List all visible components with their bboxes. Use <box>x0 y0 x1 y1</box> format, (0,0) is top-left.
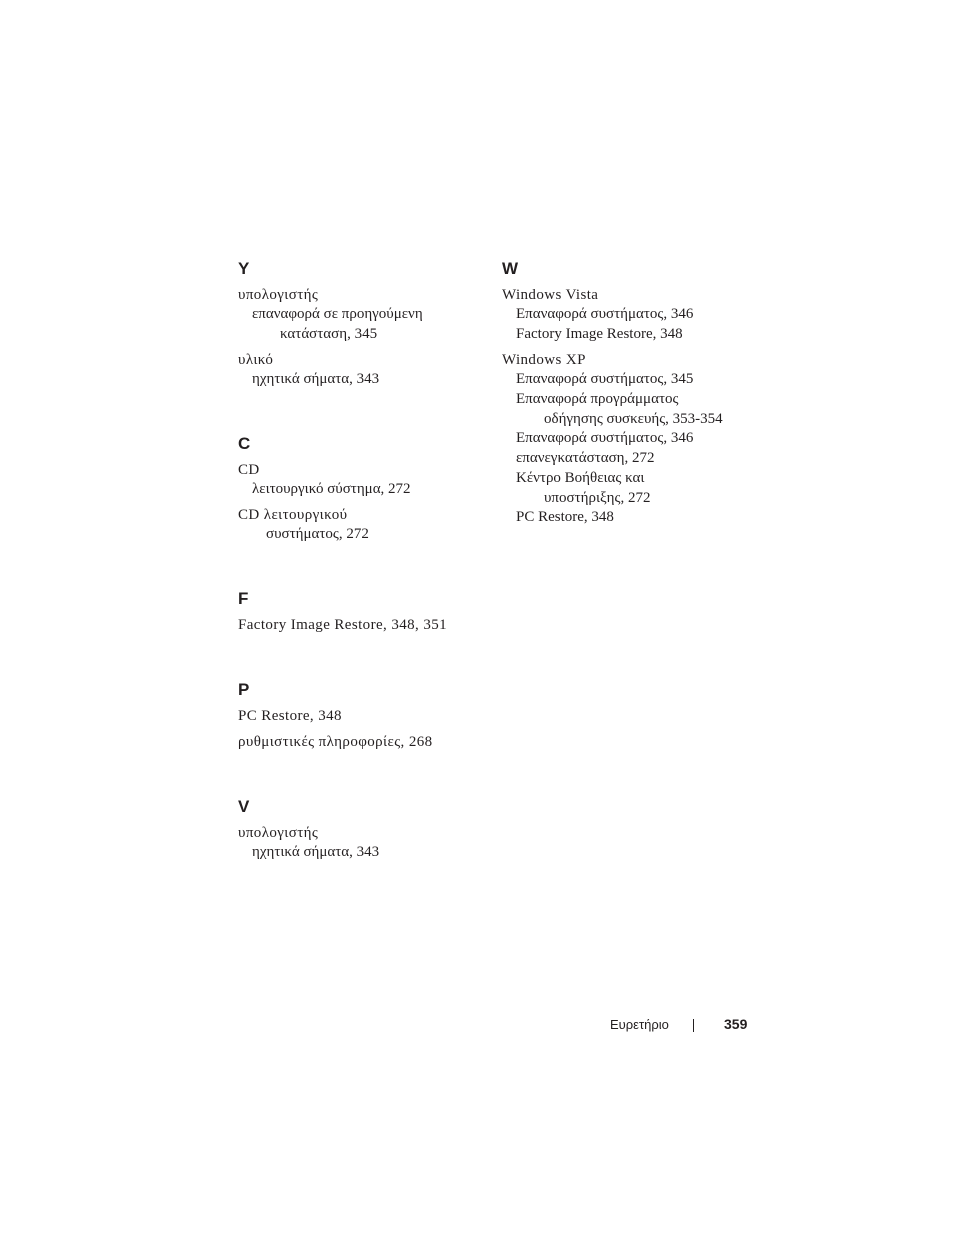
index-subentry: επαναφορά σε προηγούμενη <box>252 306 423 322</box>
index-term-continuation: συστήματος, 272 <box>266 526 369 542</box>
index-section-c <box>238 433 488 544</box>
index-entry <box>238 351 488 389</box>
index-subentry: Επαναφορά συστήματος, 345 <box>516 371 694 387</box>
page-footer <box>610 1016 750 1034</box>
index-term: υπολογιστής <box>238 287 319 303</box>
index-term: Factory Image Restore, 348, 351 <box>238 617 448 633</box>
page-number: 359 <box>724 1016 748 1032</box>
index-section-w <box>502 258 762 527</box>
footer-section-label: Ευρετήριο <box>610 1017 669 1032</box>
index-subentry: ηχητικά σήματα, 343 <box>252 371 380 387</box>
index-subentry-continuation: οδήγησης συσκευής, 353-354 <box>544 411 723 427</box>
index-subentry-continuation: υποστήριξης, 272 <box>544 490 651 506</box>
index-term: υλικό <box>238 352 274 368</box>
index-subentry: Επαναφορά συστήματος, 346 <box>516 430 694 446</box>
index-entry <box>502 351 762 527</box>
index-column-left <box>238 258 488 906</box>
index-term: υπολογιστής <box>238 825 319 841</box>
index-entry <box>238 461 488 499</box>
index-entry <box>238 707 488 726</box>
index-subentry: Επαναφορά προγράμματος <box>516 391 679 407</box>
section-letter: Y <box>238 259 250 278</box>
index-subentry: Factory Image Restore, 348 <box>516 326 683 342</box>
index-section-f <box>238 588 488 635</box>
index-term: CD λειτουργικού <box>238 507 348 523</box>
index-column-right <box>502 258 762 571</box>
index-section-y <box>238 258 488 389</box>
index-section-p <box>238 679 488 752</box>
index-subentry: PC Restore, 348 <box>516 509 614 525</box>
index-term: PC Restore, 348 <box>238 708 342 724</box>
index-term: ρυθμιστικές πληροφορίες, 268 <box>238 734 433 750</box>
index-subentry: λειτουργικό σύστημα, 272 <box>252 481 411 497</box>
index-entry <box>502 286 762 344</box>
index-subentry: Επαναφορά συστήματος, 346 <box>516 306 694 322</box>
index-subentry: επανεγκατάσταση, 272 <box>516 450 655 466</box>
index-subentry: Κέντρο Βοήθειας και <box>516 470 645 486</box>
index-term: CD <box>238 462 260 478</box>
section-letter: P <box>238 680 250 699</box>
index-term: Windows XP <box>502 352 586 368</box>
index-entry <box>238 506 488 544</box>
index-entry <box>238 733 488 752</box>
index-subentry: ηχητικά σήματα, 343 <box>252 844 380 860</box>
section-letter: F <box>238 589 249 608</box>
index-entry <box>238 286 488 344</box>
index-entry <box>238 824 488 862</box>
section-letter: W <box>502 259 519 278</box>
index-subentry-continuation: κατάσταση, 345 <box>280 326 378 342</box>
index-entry <box>238 616 488 635</box>
index-section-v <box>238 796 488 862</box>
section-letter: V <box>238 797 250 816</box>
footer-divider <box>693 1019 694 1032</box>
index-term: Windows Vista <box>502 287 599 303</box>
section-letter: C <box>238 434 251 453</box>
